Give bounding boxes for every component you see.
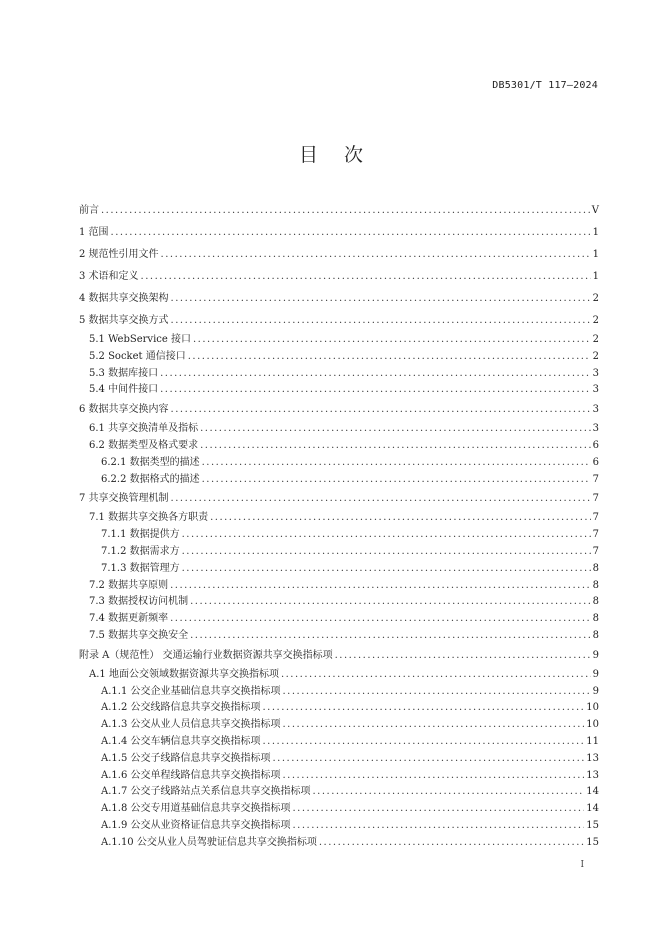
- toc-entry-label: 6.2.1 数据类型的描述: [101, 456, 200, 468]
- toc-entry-label: 7 共享交换管理机制: [79, 493, 169, 505]
- toc-entry-page: 2: [592, 315, 599, 326]
- toc-entry-label: 6.2 数据类型及格式要求: [89, 439, 199, 451]
- toc-entry-label: A.1.8 公交专用道基础信息共享交换指标项: [101, 803, 291, 815]
- toc-entry[interactable]: [79, 200, 599, 222]
- toc-entry-label: 3 术语和定义: [79, 271, 139, 282]
- toc-entry-page: 2: [592, 350, 599, 362]
- toc-entry[interactable]: [79, 667, 599, 684]
- toc-entry-page: 15: [586, 836, 599, 848]
- toc-entry[interactable]: [79, 455, 599, 472]
- toc-leader-dots: [171, 288, 591, 310]
- toc-leader-dots: [281, 667, 591, 684]
- toc-entry[interactable]: [79, 288, 599, 310]
- toc-entry-label: 7.1.3 数据管理方: [101, 562, 180, 574]
- toc-entry-label: 7.1.2 数据需求方: [101, 545, 180, 557]
- toc-entry-label: A.1.1 公交企业基础信息共享交换指标项: [101, 685, 281, 697]
- toc-leader-dots: [170, 611, 591, 628]
- toc-entry[interactable]: [79, 835, 599, 852]
- toc-leader-dots: [170, 578, 591, 595]
- toc-entry-label: 5.4 中间件接口: [89, 384, 159, 396]
- toc-entry-label: 5.1 WebService 接口: [89, 334, 191, 345]
- toc-entry-page: 13: [586, 752, 599, 764]
- toc-entry-label: 5.2 Socket 通信接口: [89, 350, 186, 362]
- toc-leader-dots: [272, 751, 584, 768]
- toc-entry[interactable]: [79, 310, 599, 332]
- toc-entry-page: 1: [592, 249, 599, 260]
- toc-entry-label: 前言: [79, 205, 99, 216]
- toc-leader-dots: [171, 310, 591, 332]
- toc-entry-label: 7.4 数据更新频率: [89, 613, 169, 625]
- table-of-contents: [79, 200, 599, 852]
- toc-entry-label: A.1.9 公交从业资格证信息共享交换指标项: [101, 819, 291, 831]
- toc-leader-dots: [262, 734, 584, 751]
- toc-entry[interactable]: [79, 628, 599, 645]
- toc-entry-page: 6: [592, 439, 599, 451]
- toc-entry-page: 3: [592, 367, 599, 379]
- toc-leader-dots: [262, 700, 584, 717]
- toc-leader-dots: [161, 244, 591, 266]
- toc-entry[interactable]: [79, 561, 599, 578]
- toc-leader-dots: [171, 488, 591, 510]
- toc-entry[interactable]: [79, 594, 599, 611]
- toc-leader-dots: [160, 366, 591, 383]
- toc-entry[interactable]: [79, 349, 599, 366]
- toc-entry-label: 7.3 数据授权访问机制: [89, 596, 189, 608]
- toc-leader-dots: [312, 784, 584, 801]
- toc-entry-label: A.1.6 公交单程线路信息共享交换指标项: [101, 769, 281, 781]
- toc-entry-page: 10: [586, 719, 599, 731]
- toc-entry-label: 6.1 共享交换清单及指标: [89, 423, 199, 435]
- toc-leader-dots: [160, 382, 591, 399]
- toc-leader-dots: [292, 818, 584, 835]
- toc-entry-page: 3: [592, 423, 599, 435]
- toc-entry[interactable]: [79, 717, 599, 734]
- toc-entry-label: A.1.5 公交子线路信息共享交换指标项: [101, 752, 271, 764]
- toc-entry[interactable]: [79, 818, 599, 835]
- toc-entry-label: 6.2.2 数据格式的描述: [101, 473, 200, 485]
- toc-leader-dots: [282, 717, 584, 734]
- toc-entry-page: 9: [592, 649, 599, 661]
- toc-entry-page: 2: [592, 334, 599, 345]
- toc-entry-page: 8: [592, 562, 599, 574]
- toc-entry-page: 10: [586, 702, 599, 714]
- toc-entry[interactable]: [79, 544, 599, 561]
- toc-entry-page: 14: [586, 803, 599, 815]
- toc-leader-dots: [171, 399, 591, 421]
- toc-leader-dots: [202, 472, 591, 489]
- toc-entry-page: 14: [586, 786, 599, 798]
- toc-leader-dots: [190, 628, 591, 645]
- toc-leader-dots: [111, 222, 591, 244]
- toc-entry-page: 7: [592, 473, 599, 485]
- toc-leader-dots: [182, 527, 591, 544]
- toc-entry[interactable]: [79, 645, 599, 667]
- toc-entry-label: 7.1.1 数据提供方: [101, 529, 180, 541]
- toc-entry[interactable]: [79, 700, 599, 717]
- toc-entry[interactable]: [79, 222, 599, 244]
- toc-leader-dots: [292, 801, 584, 818]
- toc-leader-dots: [200, 421, 591, 438]
- toc-entry-page: 8: [592, 629, 599, 641]
- toc-entry-page: 11: [586, 735, 599, 747]
- toc-entry[interactable]: [79, 399, 599, 421]
- toc-entry-label: 5 数据共享交换方式: [79, 315, 169, 326]
- toc-leader-dots: [200, 438, 591, 455]
- toc-entry-label: 7.1 数据共享交换各方职责: [89, 512, 209, 524]
- page-title: 目次: [298, 144, 389, 166]
- toc-entry[interactable]: [79, 734, 599, 751]
- toc-entry[interactable]: [79, 472, 599, 489]
- toc-entry-page: 1: [592, 271, 599, 282]
- toc-leader-dots: [210, 510, 591, 527]
- page-number: I: [580, 860, 584, 870]
- toc-entry-label: A.1.10 公交从业人员驾驶证信息共享交换指标项: [101, 836, 317, 848]
- toc-leader-dots: [188, 349, 591, 366]
- toc-entry-page: 1: [592, 227, 599, 238]
- toc-entry[interactable]: [79, 751, 599, 768]
- toc-entry-page: 9: [592, 668, 599, 680]
- toc-entry-label: A.1.3 公交从业人员信息共享交换指标项: [101, 719, 281, 731]
- toc-entry-page: 6: [592, 456, 599, 468]
- toc-entry-page: V: [591, 205, 599, 216]
- toc-entry[interactable]: [79, 421, 599, 438]
- toc-entry-label: A.1.2 公交线路信息共享交换指标项: [101, 702, 261, 714]
- toc-entry[interactable]: [79, 578, 599, 595]
- toc-entry[interactable]: [79, 488, 599, 510]
- toc-entry-label: A.1.7 公交子线路站点关系信息共享交换指标项: [101, 786, 311, 798]
- toc-entry-label: 7.5 数据共享交换安全: [89, 629, 189, 641]
- toc-leader-dots: [182, 544, 591, 561]
- toc-leader-dots: [182, 561, 591, 578]
- toc-entry[interactable]: [79, 332, 599, 349]
- toc-entry-page: 3: [592, 384, 599, 396]
- toc-entry-page: 8: [592, 613, 599, 625]
- toc-entry[interactable]: [79, 266, 599, 288]
- toc-entry-page: 7: [592, 529, 599, 541]
- toc-leader-dots: [282, 684, 590, 701]
- toc-entry[interactable]: [79, 366, 599, 383]
- toc-leader-dots: [190, 594, 591, 611]
- toc-entry[interactable]: [79, 611, 599, 628]
- toc-entry-label: 2 规范性引用文件: [79, 249, 159, 260]
- toc-entry-page: 7: [592, 545, 599, 557]
- toc-leader-dots: [282, 768, 584, 785]
- toc-entry[interactable]: [79, 510, 599, 527]
- toc-entry[interactable]: [79, 438, 599, 455]
- toc-entry-label: 4 数据共享交换架构: [79, 293, 169, 304]
- toc-leader-dots: [101, 200, 590, 222]
- toc-entry[interactable]: [79, 684, 599, 701]
- toc-entry-page: 15: [586, 819, 599, 831]
- toc-entry[interactable]: [79, 382, 599, 399]
- toc-leader-dots: [141, 266, 591, 288]
- toc-entry-label: 6 数据共享交换内容: [79, 404, 169, 416]
- toc-entry-label: 1 范围: [79, 227, 109, 238]
- toc-leader-dots: [202, 455, 591, 472]
- toc-entry-page: 2: [592, 293, 599, 304]
- toc-entry-page: 7: [592, 512, 599, 524]
- toc-entry-label: 7.2 数据共享原则: [89, 579, 169, 591]
- toc-entry[interactable]: [79, 527, 599, 544]
- toc-entry[interactable]: [79, 784, 599, 801]
- toc-entry-label: 附录 A（规范性） 交通运输行业数据资源共享交换指标项: [79, 649, 333, 661]
- document-code: DB5301/T 117—2024: [492, 80, 598, 91]
- toc-leader-dots: [335, 645, 591, 667]
- toc-entry-label: 5.3 数据库接口: [89, 367, 159, 379]
- toc-entry[interactable]: [79, 244, 599, 266]
- toc-entry[interactable]: [79, 801, 599, 818]
- toc-leader-dots: [319, 835, 584, 852]
- toc-entry-page: 8: [592, 596, 599, 608]
- toc-entry-page: 8: [592, 579, 599, 591]
- toc-entry[interactable]: [79, 768, 599, 785]
- toc-entry-page: 3: [592, 404, 599, 416]
- toc-entry-page: 13: [586, 769, 599, 781]
- toc-entry-page: 9: [592, 685, 599, 697]
- toc-entry-label: A.1.4 公交车辆信息共享交换指标项: [101, 735, 261, 747]
- toc-entry-label: A.1 地面公交领域数据资源共享交换指标项: [89, 668, 279, 680]
- toc-entry-page: 7: [592, 493, 599, 505]
- toc-leader-dots: [193, 332, 591, 349]
